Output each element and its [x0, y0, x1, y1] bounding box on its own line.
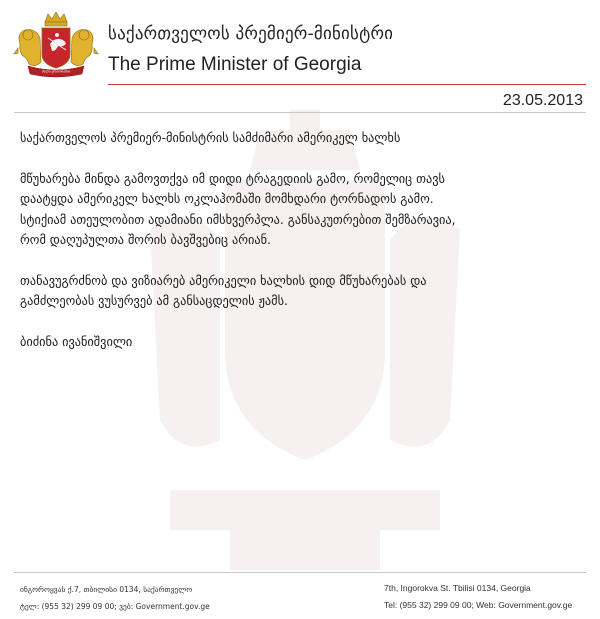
footer-address-english: 7th, Ingorokva St. Tbilisi 0134, Georgia — [384, 583, 531, 593]
letter-body — [20, 128, 590, 372]
footer-georgian — [20, 581, 210, 615]
footer-contact-english: Tel: (955 32) 299 09 00; Web: Government.gov.ge — [384, 600, 573, 610]
letter-paragraph-1: მწუხარება მინდა გამოვთქვა იმ დიდი ტრაგედიის გამო, რომელიც თავს დაატყდა ამერიკელ ხალხს ოკლაჰომაში მომხდარი ტორნადოს გამო. სტიქიამ ათეულობით ადამიანი იმსხვერპლა. განსაკუთრებით შემზარავია, რომ დაღუპულთა შორის ბავშვებიც არიან. — [20, 171, 456, 247]
footer-divider — [14, 572, 586, 573]
letter-paragraph-2: თანავუგრძნობ და ვიზიარებ ამერიკელი ხალხის დიდ მწუხარებას და გამძლეობას ვუსურვებ ამ განსაცდელის ჟამს. — [20, 273, 427, 308]
footer-address-georgian: ინგოროყვას ქ.7, თბილისი 0134, საქართველო — [20, 585, 193, 594]
header-title-georgian: საქართველოს პრემიერ-მინისტრი — [108, 24, 394, 44]
header-title-english: The Prime Minister of Georgia — [108, 54, 362, 75]
document-date: 23.05.2013 — [502, 92, 583, 109]
header-divider — [108, 84, 586, 85]
letter-heading: საქართველოს პრემიერ-მინისტრის სამძიმარი ამერიკელ ხალხს — [20, 131, 401, 145]
letter-signature: ბიძინა ივანიშვილი — [20, 334, 133, 349]
date-divider — [14, 112, 586, 113]
georgia-coat-of-arms-icon — [12, 8, 100, 82]
footer-contact-georgian: ტელ: (955 32) 299 09 00; ვებ: Government.gov.ge — [20, 602, 210, 611]
svg-text:ძალა ერთობაშია: ძალა ერთობაშია — [41, 69, 71, 74]
footer-english — [384, 580, 572, 614]
